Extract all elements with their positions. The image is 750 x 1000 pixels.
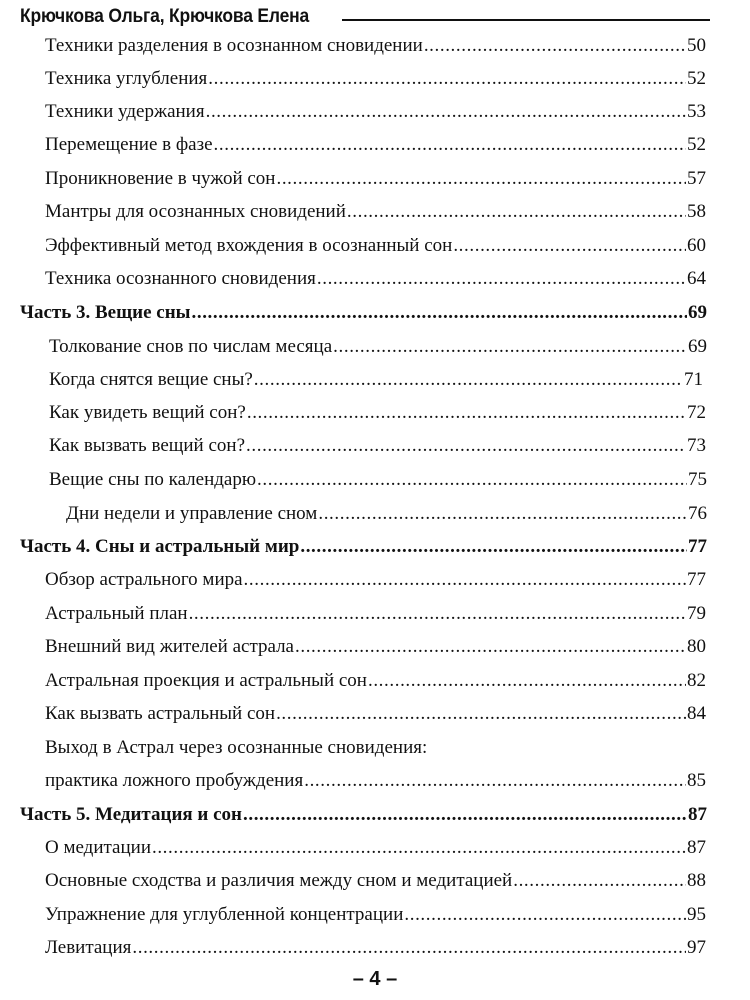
dot-leader bbox=[404, 903, 686, 927]
dot-leader bbox=[192, 301, 688, 325]
toc-entry-title: Левитация bbox=[45, 937, 132, 958]
toc-entry-page: 88 bbox=[687, 870, 706, 891]
toc-entry-page: 82 bbox=[687, 670, 706, 691]
dot-leader bbox=[208, 67, 686, 91]
dot-leader bbox=[347, 200, 686, 224]
dot-leader bbox=[453, 234, 686, 258]
toc-entry-title: Мантры для осознанных сновидений bbox=[45, 201, 346, 222]
toc-entry-title: Техники удержания bbox=[45, 101, 205, 122]
toc-entry-title: Как вызвать вещий сон? bbox=[49, 435, 246, 456]
toc-entry-title: Внешний вид жителей астрала bbox=[45, 636, 294, 657]
dot-leader bbox=[300, 535, 687, 559]
toc-entry-title: практика ложного пробуждения bbox=[45, 770, 304, 791]
dot-leader bbox=[276, 167, 686, 191]
toc-entry-page: 72 bbox=[687, 402, 706, 423]
toc-entry bbox=[49, 368, 703, 392]
dot-leader bbox=[304, 769, 686, 793]
toc-entry bbox=[45, 100, 706, 124]
toc-entry-title-line1: Выход в Астрал через осознанные сновидения: bbox=[45, 737, 428, 758]
toc-entry bbox=[45, 602, 706, 626]
toc-entry-page: 50 bbox=[687, 35, 706, 56]
dot-leader bbox=[424, 34, 686, 58]
toc-subentry bbox=[66, 502, 707, 526]
toc-part-page: 77 bbox=[688, 536, 707, 557]
toc-entry-page: 76 bbox=[688, 503, 707, 524]
toc-entry-title: Техники разделения в осознанном сновидении bbox=[45, 35, 423, 56]
toc-entry-page: 85 bbox=[687, 770, 706, 791]
toc-entry-page: 60 bbox=[687, 235, 706, 256]
toc-entry bbox=[45, 936, 706, 960]
toc-entry bbox=[45, 836, 706, 860]
dot-leader bbox=[247, 401, 686, 425]
toc-entry-title: Техника осознанного сновидения bbox=[45, 268, 316, 289]
toc-entry-page: 95 bbox=[687, 904, 706, 925]
toc-entry-title: Вещие сны по календарю bbox=[49, 469, 257, 490]
toc-entry bbox=[49, 434, 706, 458]
dot-leader bbox=[257, 468, 687, 492]
toc-entry-title: Толкование снов по числам месяца bbox=[49, 336, 333, 357]
toc-entry bbox=[45, 568, 706, 592]
toc-entry-page: 58 bbox=[687, 201, 706, 222]
toc-entry bbox=[45, 234, 706, 258]
toc-part-page: 87 bbox=[688, 804, 707, 825]
dot-leader bbox=[189, 602, 686, 626]
toc-entry bbox=[45, 67, 706, 91]
toc-entry-title: Эффективный метод вхождения в осознанный сон bbox=[45, 235, 453, 256]
toc-entry-page: 64 bbox=[687, 268, 706, 289]
toc-entry-title: Упражнение для углубленной концентрации bbox=[45, 904, 404, 925]
toc-entry-title: О медитации bbox=[45, 837, 151, 858]
toc-part-heading bbox=[20, 535, 707, 559]
toc-entry-page: 79 bbox=[687, 603, 706, 624]
toc-entry-title: Как увидеть вещий сон? bbox=[49, 402, 246, 423]
toc-entry-title: Как вызвать астральный сон bbox=[45, 703, 276, 724]
toc-entry-title: Астральный план bbox=[45, 603, 188, 624]
toc-entry-page: 73 bbox=[687, 435, 706, 456]
dot-leader bbox=[368, 669, 686, 693]
dot-leader bbox=[214, 133, 686, 157]
authors-header: Крючкова Ольга, Крючкова Елена bbox=[20, 6, 310, 27]
toc-entry-title: Когда снятся вещие сны? bbox=[49, 369, 253, 390]
dot-leader bbox=[318, 502, 687, 526]
toc-entry-page: 80 bbox=[687, 636, 706, 657]
header-rule bbox=[342, 19, 710, 21]
toc-entry bbox=[45, 702, 706, 726]
dot-leader bbox=[295, 635, 686, 659]
toc-entry-page: 71 bbox=[684, 369, 703, 390]
dot-leader bbox=[243, 803, 687, 827]
dot-leader bbox=[206, 100, 686, 124]
toc-entry bbox=[45, 34, 706, 58]
page-number: – 4 – bbox=[352, 968, 398, 990]
toc-entry-page: 77 bbox=[687, 569, 706, 590]
toc-entry bbox=[49, 335, 707, 359]
toc-part-title: Часть 5. Медитация и сон bbox=[20, 804, 242, 825]
toc-entry bbox=[45, 200, 706, 224]
toc-entry-page: 52 bbox=[687, 134, 706, 155]
dot-leader bbox=[246, 434, 686, 458]
toc-entry-title: Основные сходства и различия между сном и медитацией bbox=[45, 870, 513, 891]
toc-entry bbox=[45, 869, 706, 893]
toc-entry-page: 69 bbox=[688, 336, 707, 357]
dot-leader bbox=[244, 568, 686, 592]
toc-entry bbox=[45, 669, 706, 693]
dot-leader bbox=[152, 836, 686, 860]
toc-entry-page: 75 bbox=[688, 469, 707, 490]
toc-entry-title: Дни недели и управление сном bbox=[66, 503, 318, 524]
toc-part-page: 69 bbox=[688, 302, 707, 323]
toc-entry-page: 52 bbox=[687, 68, 706, 89]
toc-part-heading bbox=[20, 803, 707, 827]
dot-leader bbox=[254, 368, 683, 392]
toc-entry bbox=[45, 167, 706, 191]
toc-entry bbox=[49, 401, 706, 425]
toc-part-title: Часть 4. Сны и астральный мир bbox=[20, 536, 300, 557]
toc-entry-page: 53 bbox=[687, 101, 706, 122]
dot-leader bbox=[513, 869, 686, 893]
toc-entry-page: 87 bbox=[687, 837, 706, 858]
toc-entry bbox=[45, 635, 706, 659]
dot-leader bbox=[317, 267, 686, 291]
toc-entry-title: Обзор астрального мира bbox=[45, 569, 243, 590]
dot-leader bbox=[132, 936, 686, 960]
toc-entry bbox=[45, 903, 706, 927]
toc-entry-title: Проникновение в чужой сон bbox=[45, 168, 276, 189]
toc-entry-title: Перемещение в фазе bbox=[45, 134, 213, 155]
toc-entry-title: Астральная проекция и астральный сон bbox=[45, 670, 367, 691]
toc-entry bbox=[49, 468, 707, 492]
toc-entry-page: 57 bbox=[687, 168, 706, 189]
toc-part-title: Часть 3. Вещие сны bbox=[20, 302, 191, 323]
toc-entry bbox=[45, 769, 706, 793]
toc-entry-title: Техника углубления bbox=[45, 68, 208, 89]
toc-entry-page: 97 bbox=[687, 937, 706, 958]
toc-entry bbox=[45, 267, 706, 291]
toc-entry bbox=[45, 133, 706, 157]
toc-part-heading bbox=[20, 301, 707, 325]
toc-entry-page: 84 bbox=[687, 703, 706, 724]
dot-leader bbox=[276, 702, 686, 726]
running-header bbox=[20, 6, 710, 32]
dot-leader bbox=[333, 335, 687, 359]
